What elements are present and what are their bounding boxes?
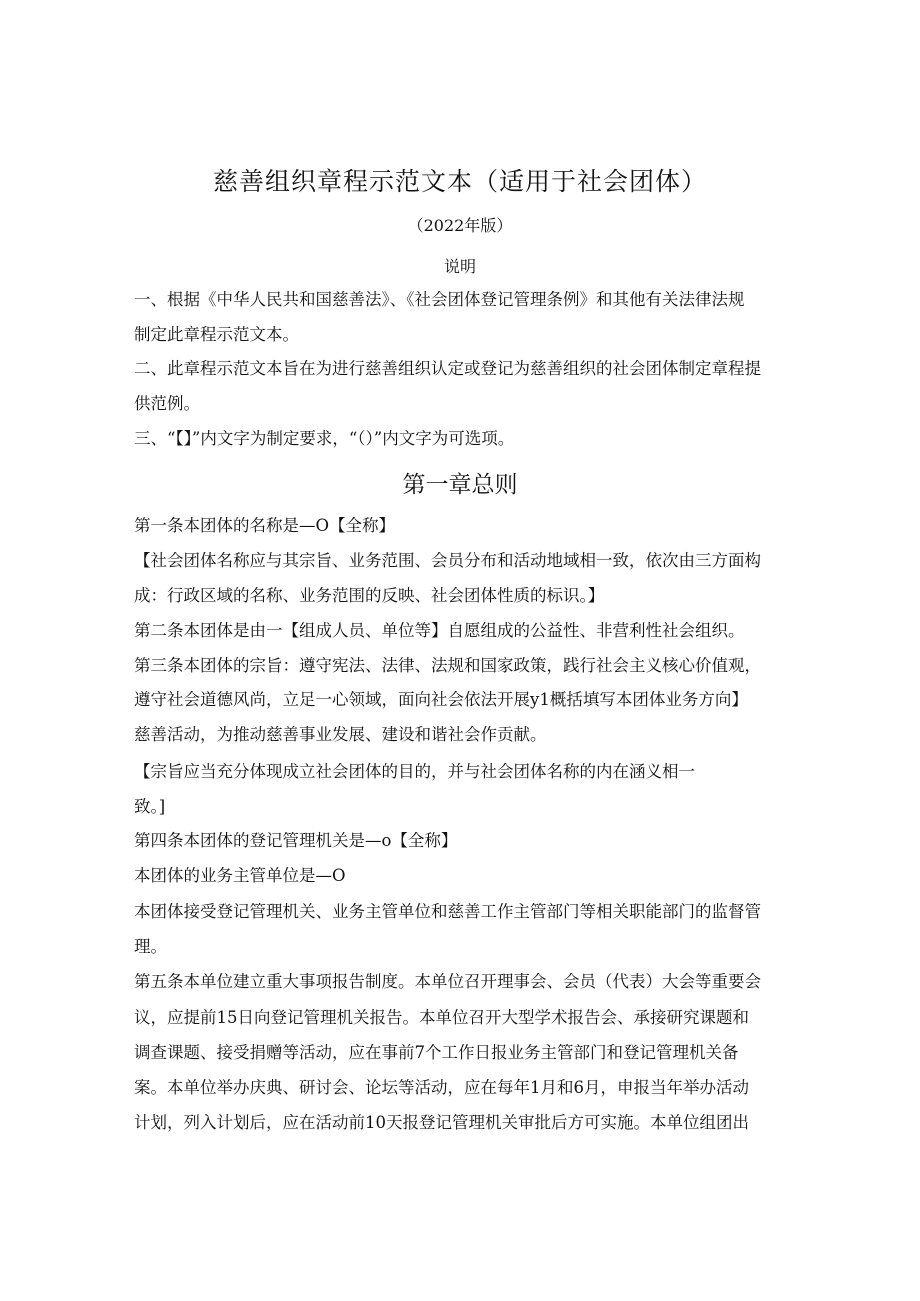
note-line: 二、此章程示范文本旨在为进行慈善组织认定或登记为慈善组织的社会团体制定章程提 — [134, 359, 761, 378]
article-line: 第三条本团体的宗旨：遵守宪法、法律、法规和国家政策，践行社会主义核心价值观， — [134, 656, 761, 675]
article-line: 致。] — [134, 797, 166, 816]
article-line: 案。本单位举办庆典、研讨会、论坛等活动，应在每年1月和6月，申报当年举办活动 — [134, 1078, 749, 1097]
note-line: 供范例。 — [134, 394, 200, 413]
article-line: 本团体接受登记管理机关、业务主管单位和慈善工作主管部门等相关职能部门的监督管 — [134, 902, 761, 921]
article-line: 第五条本单位建立重大事项报告制度。本单位召开理事会、会员（代表）大会等重要会 — [134, 972, 761, 991]
article-line: 慈善活动，为推动慈善事业发展、建设和谐社会作贡献。 — [134, 725, 547, 744]
article-line: 【社会团体名称应与其宗旨、业务范围、会员分布和活动地域相一致，依次由三方面构 — [134, 551, 761, 570]
article-line: 调查课题、接受捐赠等活动，应在事前7个工作日报业务主管部门和登记管理机关备 — [134, 1043, 739, 1062]
edition-label: （2022年版） — [407, 216, 513, 235]
article-line: 遵守社会道德风尚，立足一心领域，面向社会依法开展y1概括填写本团体业务方向】 — [134, 690, 748, 709]
article-line: 成：行政区域的名称、业务范围的反映、社会团体性质的标识。】 — [134, 586, 605, 605]
article-line: 第二条本团体是由一【组成人员、单位等】自愿组成的公益性、非营利性社会组织。 — [134, 621, 745, 640]
article-line: 【宗旨应当充分体现成立社会团体的目的，并与社会团体名称的内在涵义相一 — [134, 762, 695, 781]
article-line: 议，应提前15日向登记管理机关报告。本单位召开大型学术报告会、承接研究课题和 — [134, 1008, 749, 1027]
note-line: 制定此章程示范文本。 — [134, 325, 299, 344]
note-line: 一、根据《中华人民共和国慈善法》、《社会团体登记管理条例》和其他有关法律法规 — [134, 290, 745, 309]
note-line: 三、“【】”内文字为制定要求，“（）”内文字为可选项。 — [134, 429, 515, 448]
chapter-title: 第一章总则 — [402, 472, 518, 498]
note-heading: 说明 — [443, 257, 476, 276]
article-line: 第一条本团体的名称是—O【全称】 — [134, 516, 396, 535]
article-line: 理。 — [134, 937, 167, 956]
article-line: 本团体的业务主管单位是—O — [134, 866, 346, 885]
article-line: 计划，列入计划后，应在活动前10天报登记管理机关审批后方可实施。本单位组团出 — [134, 1113, 749, 1132]
document-title: 慈善组织章程示范文本（适用于社会团体） — [212, 167, 707, 196]
article-line: 第四条本团体的登记管理机关是—o【全称】 — [134, 831, 458, 850]
